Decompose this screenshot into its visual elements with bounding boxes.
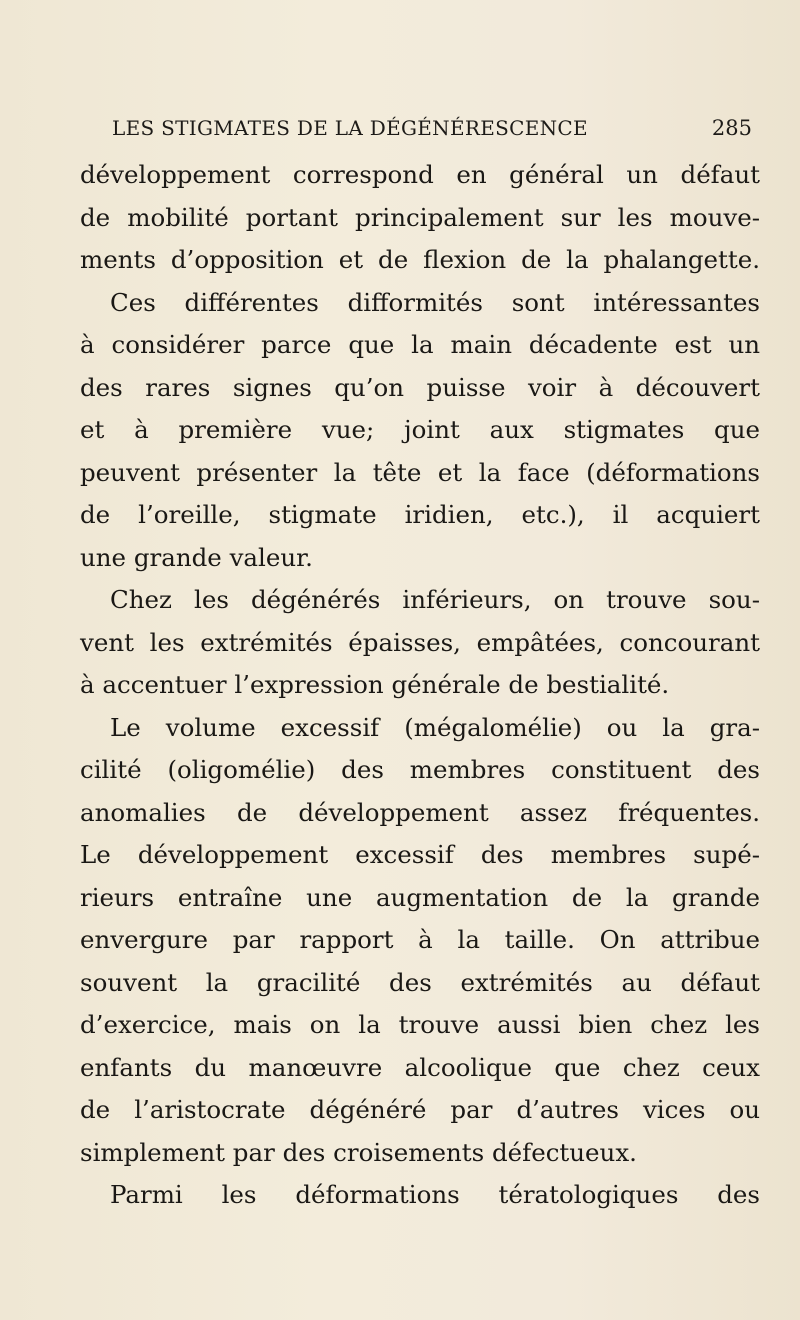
text-line: vent les extrémités épaisses, empâtées, concourant [80, 627, 760, 657]
page-header [112, 116, 752, 146]
text-line: souvent la gracilité des extrémités au défaut [80, 967, 760, 997]
text-line: peuvent présenter la tête et la face (déformations [80, 457, 760, 487]
text-line: rieurs entraîne une augmentation de la grande [80, 882, 760, 912]
text-line: de l’aristocrate dégénéré par d’autres vices ou [80, 1095, 760, 1124]
text-line: Ces différentes difformités sont intéressantes [110, 287, 760, 317]
text-line: ments d’opposition et de flexion de la phalangette. [80, 245, 760, 274]
text-line: de l’oreille, stigmate iridien, etc.), il acquiert [80, 500, 760, 529]
text-line: anomalies de développement assez fréquentes. [80, 797, 760, 827]
text-line: simplement par des croisements défectueux. [80, 1137, 637, 1167]
text-line: de mobilité portant principalement sur les mouve- [80, 202, 760, 232]
text-line: à accentuer l’expression générale de bestialité. [80, 670, 670, 699]
page-number: 285 [711, 116, 752, 140]
running-title: LES STIGMATES DE LA DÉGÉNÉRESCENCE [112, 116, 588, 140]
text-line: enfants du manœuvre alcoolique que chez ceux [80, 1052, 760, 1082]
text-line: des rares signes qu’on puisse voir à découvert [80, 372, 760, 402]
text-line: développement correspond en général un défaut [80, 160, 760, 189]
text-line: envergure par rapport à la taille. On attribue [80, 925, 760, 954]
text-line: Le développement excessif des membres supé- [80, 840, 760, 869]
text-line: Chez les dégénérés inférieurs, on trouve sou- [110, 585, 760, 614]
text-line: Le volume excessif (mégalomélie) ou la gra- [110, 712, 760, 742]
text-line: d’exercice, mais on la trouve aussi bien chez les [80, 1010, 760, 1039]
body-text [80, 154, 760, 1217]
text-line: une grande valeur. [80, 542, 313, 572]
text-line: Parmi les déformations tératologiques des [110, 1180, 760, 1209]
text-line: et à première vue; joint aux stigmates que [80, 415, 760, 444]
text-line: à considérer parce que la main décadente est un [80, 330, 760, 359]
text-line: cilité (oligomélie) des membres constituent des [80, 755, 760, 784]
